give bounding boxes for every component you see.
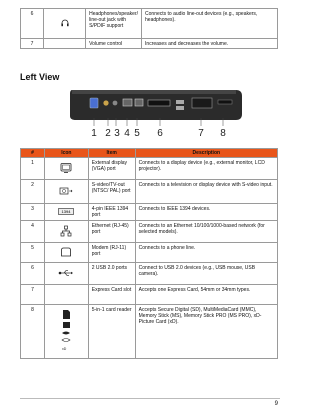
table-header-row [21,149,278,158]
right-view-table-continued [20,8,278,49]
item-description: Connects to a phone line. [135,243,277,263]
ethernet-icon [44,221,88,243]
row-number: 8 [21,305,45,359]
header-description: Description [135,149,277,158]
headphones-icon [44,9,86,39]
svg-text:xD: xD [62,346,67,351]
table-row [21,243,278,263]
left-view-ports-table [20,148,278,359]
row-number: 4 [21,221,45,243]
table-row [21,285,278,305]
item-description: Connects to IEEE 1394 devices. [135,204,277,221]
item-description: Increases and decreases the volume. [142,39,278,49]
item-label: 5-in-1 card reader [88,305,135,359]
item-label: 4-pin IEEE 1394 port [88,204,135,221]
item-label: Headphones/speaker/ line-out jack with S/PDIF support [86,9,142,39]
table-row [21,305,278,359]
s-video-icon [44,180,88,204]
row-number: 3 [21,204,45,221]
usb-icon [44,263,88,285]
header-icon: Icon [44,149,88,158]
card-reader-icon [44,305,88,359]
item-label: S-video/TV-out (NTSC/ PAL) port [88,180,135,204]
laptop-left-side-illustration [68,86,244,122]
callout-3: 3 [114,128,120,138]
callout-4: 4 [124,128,130,138]
callout-6: 6 [157,128,163,138]
modem-icon [44,243,88,263]
vga-icon [44,158,88,180]
item-description: Connects to a television or display device with S-video input. [135,180,277,204]
row-number: 2 [21,180,45,204]
empty-icon-cell [44,39,86,49]
ieee1394-icon [44,204,88,221]
item-description: Accepts Secure Digital (SD), MultiMediaCard (MMC), Memory Stick (MS), Memory Stick PRO (MS PRO), xD-Picture Card (xD). [135,305,277,359]
table-row [21,180,278,204]
row-number: 7 [21,285,45,305]
svg-text:1394: 1394 [61,208,71,214]
item-label: Volume control [86,39,142,49]
page-number: 9 [274,401,278,407]
item-label: Express Card slot [88,285,135,305]
table-row [21,204,278,221]
callout-7: 7 [198,128,204,138]
row-number: 5 [21,243,45,263]
callout-8: 8 [220,128,226,138]
table-row [21,263,278,285]
callout-2: 2 [105,128,111,138]
header-num: # [21,149,45,158]
item-description: Accepts one Express Card, 54mm or 34mm types. [135,285,277,305]
item-description: Connect to USB 2.0 devices (e.g., USB mouse, USB camera). [135,263,277,285]
table-row [21,9,278,39]
item-label: Ethernet (RJ-45) port [88,221,135,243]
header-item: Item [88,149,135,158]
item-description: Connects to a display device (e.g., external monitor, LCD projector). [135,158,277,180]
callout-5: 5 [134,128,140,138]
item-label: 2 USB 2.0 ports [88,263,135,285]
section-title: Left View [20,72,60,82]
item-description: Connects to an Ethernet 10/100/1000-based network (for selected models). [135,221,277,243]
row-number: 6 [21,9,44,39]
callout-1: 1 [91,128,97,138]
table-row [21,158,278,180]
row-number: 6 [21,263,45,285]
item-description: Connects to audio line-out devices (e.g., speakers, headphones). [142,9,278,39]
table-row [21,221,278,243]
row-number: 7 [21,39,44,49]
expresscard-icon [44,285,88,305]
item-label: Modem (RJ-11) port [88,243,135,263]
callout-numbers [60,118,260,138]
item-label: External display (VGA) port [88,158,135,180]
row-number: 1 [21,158,45,180]
table-row [21,39,278,49]
footer-divider [20,398,280,399]
